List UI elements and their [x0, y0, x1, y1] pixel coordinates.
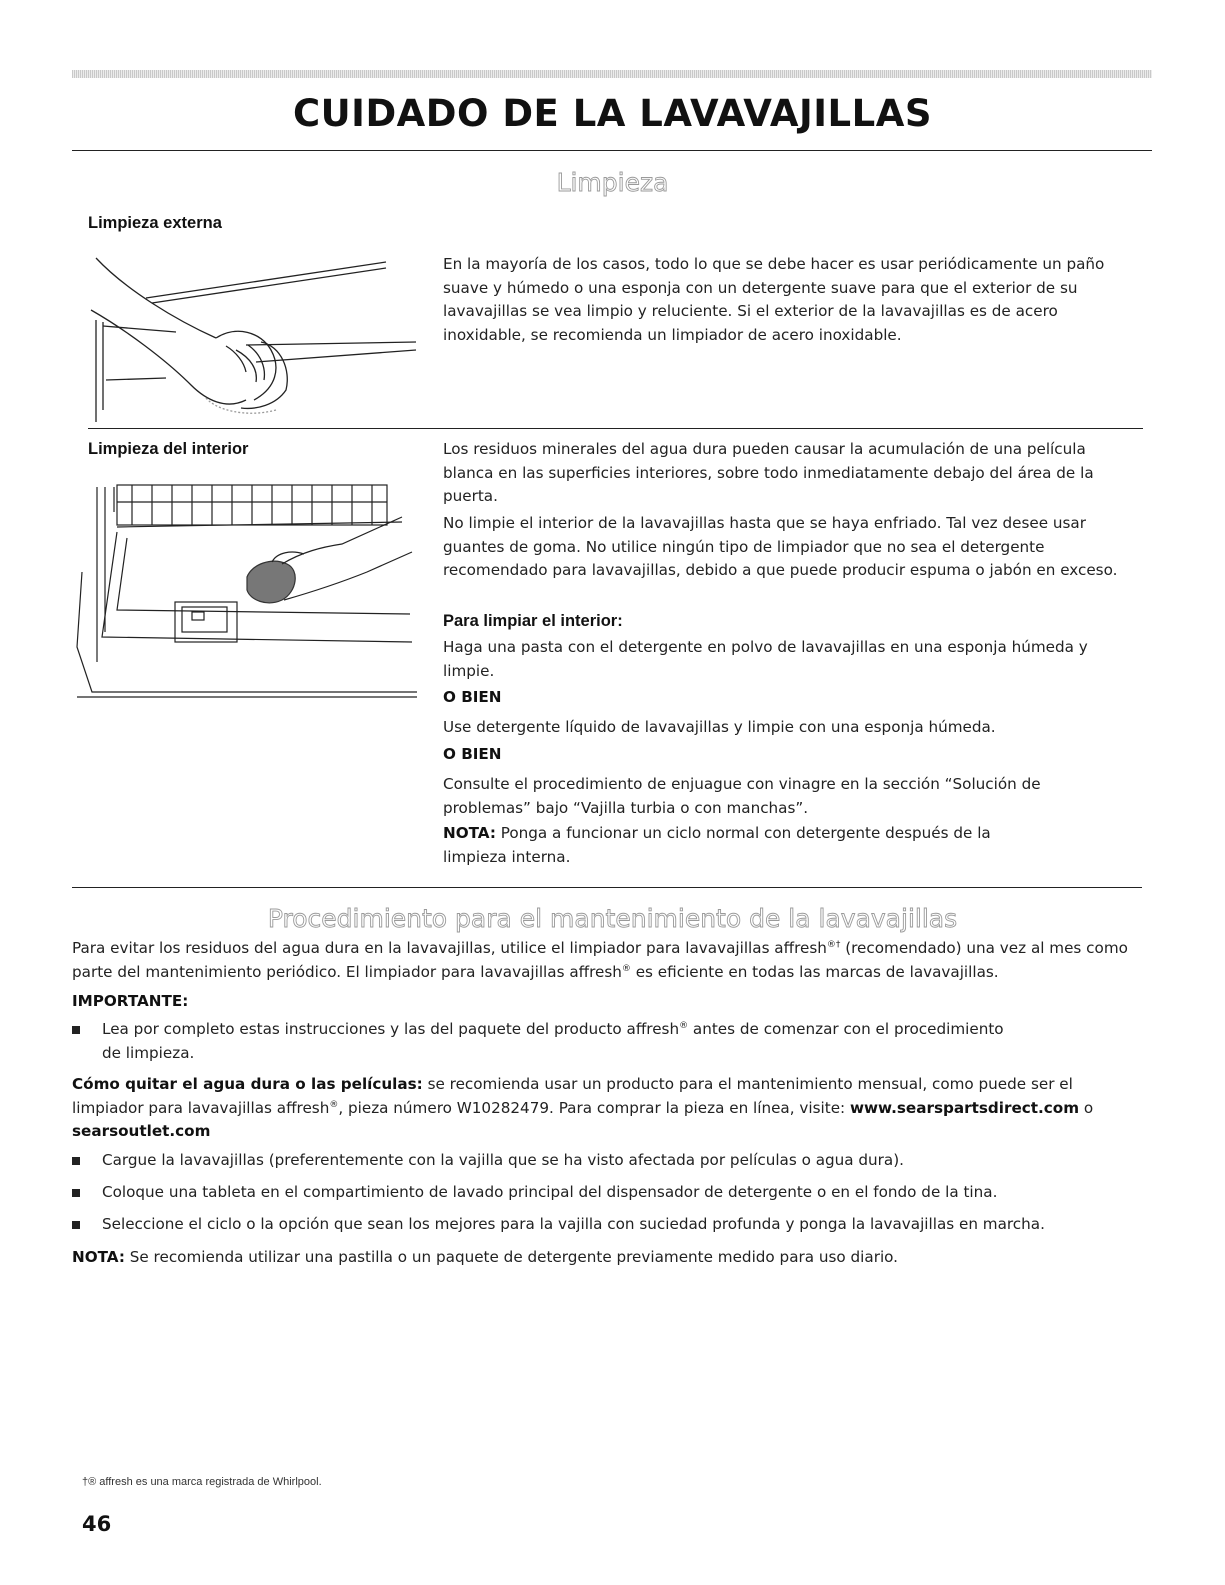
maintenance-note [72, 1246, 1147, 1270]
important-bullet [72, 1018, 1142, 1066]
maintenance-note-text: Se recomienda utilizar una pastilla o un paquete de detergente previamente medido para uso diario. [124, 1248, 899, 1266]
maintenance-intro [72, 937, 1147, 984]
maintenance-note-label: NOTA: [72, 1248, 125, 1266]
trademark-footnote: †® affresh es una marca registrada de Whirlpool. [82, 1476, 322, 1488]
important-bullet-part-2: antes de comenzar con el procedimiento [688, 1020, 1004, 1038]
step-text: Coloque una tableta en el compartimiento de lavado principal del dispensador de detergente o en el fondo de la tina. [102, 1183, 998, 1201]
step-text: Seleccione el ciclo o la opción que sean los mejores para la vajilla con suciedad profunda y ponga la lavavajillas en marcha. [102, 1215, 1045, 1233]
maintenance-intro-part-2: (recomendado) una vez al mes como parte del mantenimiento periódico. El limpiador para lavavajillas affresh [72, 939, 1128, 981]
step-item [72, 1181, 1147, 1205]
hardwater-text-2: , pieza número W10282479. Para comprar la pieza en línea, visite: [338, 1098, 850, 1117]
hardwater-label: Cómo quitar el agua dura o las películas: [72, 1075, 423, 1093]
interior-note-label: NOTA: [443, 824, 496, 842]
page-title: CUIDADO DE LA LAVAVAJILLAS [292, 92, 932, 135]
step-item [72, 1149, 1147, 1173]
searspartsdirect-link[interactable]: www.searspartsdirect.com [849, 1098, 1080, 1117]
interior-note-text: Ponga a funcionar un ciclo normal con detergente después de la limpieza interna. [443, 824, 991, 866]
bullet-square [72, 1026, 80, 1034]
section-divider-2 [72, 887, 1142, 888]
or-word: o [1079, 1098, 1094, 1117]
hardwater-text-1: se recomienda usar un producto para el mantenimiento mensual, como puede ser el limpiador para lavavajillas affresh [72, 1075, 1073, 1117]
header-band [72, 70, 1152, 78]
interior-p3: Haga una pasta con el detergente en polvo de lavavajillas en una esponja húmeda y limpie. [443, 638, 1088, 680]
important-label: IMPORTANTE: [72, 992, 189, 1010]
page-number: 46 [82, 1512, 112, 1536]
interior-p4: Use detergente líquido de lavavajillas y limpie con una esponja húmeda. [443, 718, 996, 736]
external-cleaning-heading: Limpieza externa [88, 214, 222, 232]
registered-mark: ® [679, 1020, 689, 1031]
interior-cleaning-illustration [72, 482, 417, 712]
hardwater-paragraph [72, 1073, 1147, 1144]
exterior-cleaning-illustration [86, 250, 421, 425]
bullet-square [72, 1189, 80, 1197]
step-item [72, 1213, 1147, 1237]
interior-p2: No limpie el interior de la lavavajillas hasta que se haya enfriado. Tal vez desee usar guantes de goma. No utilice ningún tipo de limpiador que no sea el detergente recomendado para lavavajillas, debido a que puede producir espuma o jabón en exceso. [443, 514, 1118, 579]
registered-mark: ® [329, 1099, 339, 1110]
or-label-1: O BIEN [443, 688, 502, 706]
important-bullet-text [102, 1018, 1004, 1065]
section-title-maintenance: Procedimiento para el mantenimiento de la lavavajillas [267, 904, 958, 933]
important-bullet-part-3: de limpieza. [102, 1043, 195, 1062]
interior-p5: Consulte el procedimiento de enjuague con vinagre en la sección “Solución de problemas” bajo “Vajilla turbia o con manchas”. [443, 775, 1041, 817]
bullet-square [72, 1157, 80, 1165]
step-text: Cargue la lavavajillas (preferentemente con la vajilla que se ha visto afectada por películas o agua dura). [102, 1151, 904, 1169]
maintenance-intro-part-3: es eficiente en todas las marcas de lavavajillas. [630, 962, 999, 981]
interior-p1: Los residuos minerales del agua dura pueden causar la acumulación de una película blanca en las superficies interiores, sobre todo inmediatamente debajo del área de la puerta. [443, 440, 1094, 505]
maintenance-intro-part-1: Para evitar los residuos del agua dura en la lavavajillas, utilice el limpiador para lavavajillas affresh [72, 939, 827, 957]
important-bullet-part-1: Lea por completo estas instrucciones y las del paquete del producto affresh [102, 1020, 680, 1038]
searsoutlet-link[interactable]: searsoutlet.com [72, 1122, 211, 1140]
external-cleaning-text: En la mayoría de los casos, todo lo que se debe hacer es usar periódicamente un paño suave y húmedo o una esponja con un detergente suave para que el exterior de su lavavajillas se vea limpio y reluciente. Si el exterior de la lavavajillas es de acero inoxidable, se recomienda un limpiador de acero inoxidable. [443, 255, 1105, 344]
or-label-2: O BIEN [443, 745, 502, 763]
title-rule [72, 150, 1152, 151]
registered-mark: ®† [826, 939, 841, 950]
interior-note [443, 822, 1043, 869]
registered-mark: ® [621, 963, 631, 974]
section-title-cleaning: Limpieza [556, 168, 669, 197]
bullet-square [72, 1221, 80, 1229]
interior-subheading: Para limpiar el interior: [443, 612, 623, 630]
section-divider-1 [88, 428, 1143, 429]
interior-cleaning-heading: Limpieza del interior [88, 440, 249, 458]
